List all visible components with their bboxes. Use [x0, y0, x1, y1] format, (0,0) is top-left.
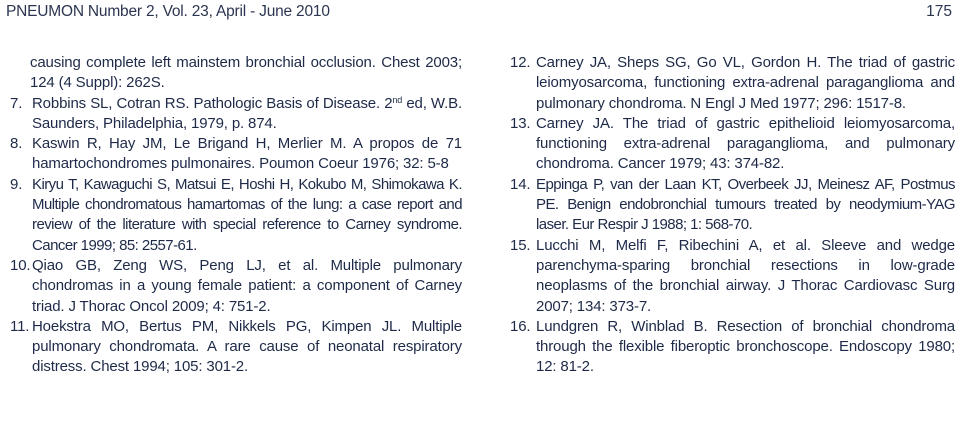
reference-text: Carney JA. The triad of gastric epithelioid leiomyosarcoma, functioning extra-adrenal paraganglioma, and pulmonary chondroma. Cancer 1979; 43: 374-82. — [536, 114, 955, 173]
reference-8 — [10, 134, 462, 175]
ordinal-superscript: nd — [392, 94, 403, 105]
reference-text-cont: ed, W.B. Saunders, Philadelphia, 1979, p. 874. — [32, 94, 463, 132]
right-column — [510, 53, 955, 378]
reference-text: Kiryu T, Kawaguchi S, Matsui E, Hoshi H, Kokubo M, Shimokawa K. Multiple chondromatous hamartomas of the lung: a case report and review of the literature with special reference to Carney syndrome. Cancer 1999; 85: 2557-61. — [32, 175, 462, 254]
reference-text: Robbins SL, Cotran RS. Pathologic Basis of Disease. 2 — [32, 94, 393, 112]
reference-number: 8. — [10, 135, 23, 153]
reference-15 — [510, 236, 955, 317]
reference-12 — [510, 53, 955, 114]
page-header — [0, 0, 960, 34]
reference-16 — [510, 317, 955, 378]
reference-7 — [10, 94, 462, 135]
reference-text: Qiao GB, Zeng WS, Peng LJ, et al. Multiple pulmonary chondromas in a young female patient: a component of Carney triad. J Thorac Oncol 2009; 4: 751-2. — [32, 256, 462, 315]
reference-number: 16. — [510, 317, 531, 335]
reference-number: 10. — [10, 256, 31, 274]
left-column — [10, 53, 462, 378]
reference-text: Hoekstra MO, Bertus PM, Nikkels PG, Kimpen JL. Multiple pulmonary chondromata. A rare cause of neonatal respiratory distress. Chest 1994; 105: 301-2. — [32, 317, 462, 376]
reference-9 — [10, 175, 462, 256]
reference-text: Carney JA, Sheps SG, Go VL, Gordon H. The triad of gastric leiomyosarcoma, functioning extra-adrenal paraganglioma and pulmonary chondroma. N Engl J Med 1977; 296: 1517-8. — [536, 54, 955, 112]
reference-number: 7. — [10, 94, 23, 112]
reference-10 — [10, 256, 462, 317]
reference-number: 13. — [510, 114, 531, 132]
reference-14 — [510, 175, 955, 236]
reference-11 — [10, 317, 462, 378]
reference-number: 9. — [10, 175, 23, 193]
reference-number: 14. — [510, 175, 531, 193]
reference-number: 12. — [510, 54, 531, 71]
reference-text: Lucchi M, Melfi F, Ribechini A, et al. Sleeve and wedge parenchyma-sparing bronchial resections in low-grade neoplasms of the bronchial airway. J Thorac Cardiovasc Surg 2007; 134: 373-7. — [536, 236, 955, 315]
reference-continuation: causing complete left mainstem bronchial occlusion. Chest 2003; 124 (4 Suppl): 262S. — [30, 54, 462, 92]
page-number: 175 — [926, 3, 952, 20]
reference-text: Eppinga P, van der Laan KT, Overbeek JJ, Meinesz AF, Postmus PE. Benign endobronchial tumours treated by neodymium-YAG laser. Eur Respir J 1988; 1: 568-70. — [536, 175, 955, 234]
journal-running-head: PNEUMON Number 2, Vol. 23, April - June 2010 — [6, 3, 330, 20]
reference-text: Kaswin R, Hay JM, Le Brigand H, Merlier M. A propos de 71 hamartochondromes pulmonaires. Poumon Coeur 1976; 32: 5-8 — [32, 135, 462, 173]
reference-number: 15. — [510, 236, 531, 254]
reference-number: 11. — [10, 317, 30, 335]
reference-text: Lundgren R, Winblad B. Resection of bronchial chondroma through the flexible fiberoptic bronchoscope. Endoscopy 1980; 12: 81-2. — [536, 317, 955, 376]
reference-13 — [510, 114, 955, 175]
